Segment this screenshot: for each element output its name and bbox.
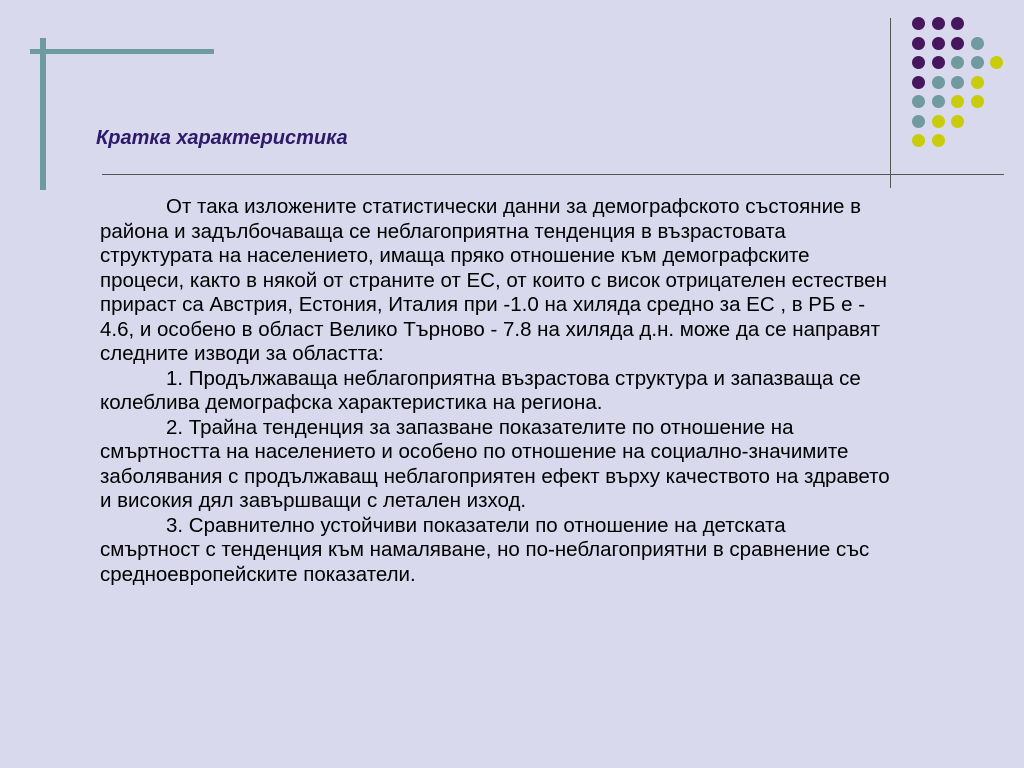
dot-yellow bbox=[912, 134, 925, 147]
dot-yellow bbox=[971, 95, 984, 108]
dot-purple bbox=[912, 37, 925, 50]
dot-teal bbox=[971, 37, 984, 50]
dot-yellow bbox=[951, 95, 964, 108]
body-paragraph-intro: От така изложените статистически данни за демографското състояние в района и задълбочаваща се неблагоприятна тенденция в възрастовата структурата на населението, имаща пряко отношение към демографските процеси, както в някой от страните от ЕС, от които с висок отрицателен естествен прираст са Австрия, Естония, Италия при -1.0 на хиляда средно за ЕС , в РБ е - 4.6, и особено в област Велико Търново - 7.8 на хиляда д.н. може да се направят следните изводи за областта: bbox=[100, 195, 887, 365]
slide-body bbox=[100, 195, 890, 587]
dot-purple bbox=[932, 56, 945, 69]
dot-yellow bbox=[932, 115, 945, 128]
dot-teal bbox=[951, 76, 964, 89]
dot-purple bbox=[932, 17, 945, 30]
dot-yellow bbox=[990, 56, 1003, 69]
slide-title: Кратка характеристика bbox=[96, 127, 348, 149]
dot-purple bbox=[912, 56, 925, 69]
dot-teal bbox=[912, 115, 925, 128]
body-paragraph-point-1: 1. Продължаваща неблагоприятна възрастова структура и запазваща се колеблива демографска характеристика на региона. bbox=[100, 366, 861, 414]
dot-purple bbox=[951, 17, 964, 30]
body-paragraph-point-3: 3. Сравнително устойчиви показатели по отношение на детската смъртност с тенденция към намаляване, но по-неблагоприятни в сравнение със средноевропейските показатели. bbox=[100, 513, 870, 586]
dot-yellow bbox=[932, 134, 945, 147]
dot-teal bbox=[912, 95, 925, 108]
decorative-dot-grid bbox=[0, 0, 1024, 200]
dot-purple bbox=[951, 37, 964, 50]
dot-yellow bbox=[971, 76, 984, 89]
dot-purple bbox=[912, 76, 925, 89]
dot-teal bbox=[951, 56, 964, 69]
dot-teal bbox=[932, 76, 945, 89]
dot-yellow bbox=[951, 115, 964, 128]
dot-purple bbox=[932, 37, 945, 50]
body-paragraph-point-2: 2. Трайна тенденция за запазване показателите по отношение на смъртността на населението и особено по отношение на социално-значимите заболявания с продължаващ неблагоприятен ефект върху качеството на здравето и високия дял завършващи с летален изход. bbox=[100, 415, 890, 512]
dot-purple bbox=[912, 17, 925, 30]
dot-teal bbox=[932, 95, 945, 108]
dot-teal bbox=[971, 56, 984, 69]
